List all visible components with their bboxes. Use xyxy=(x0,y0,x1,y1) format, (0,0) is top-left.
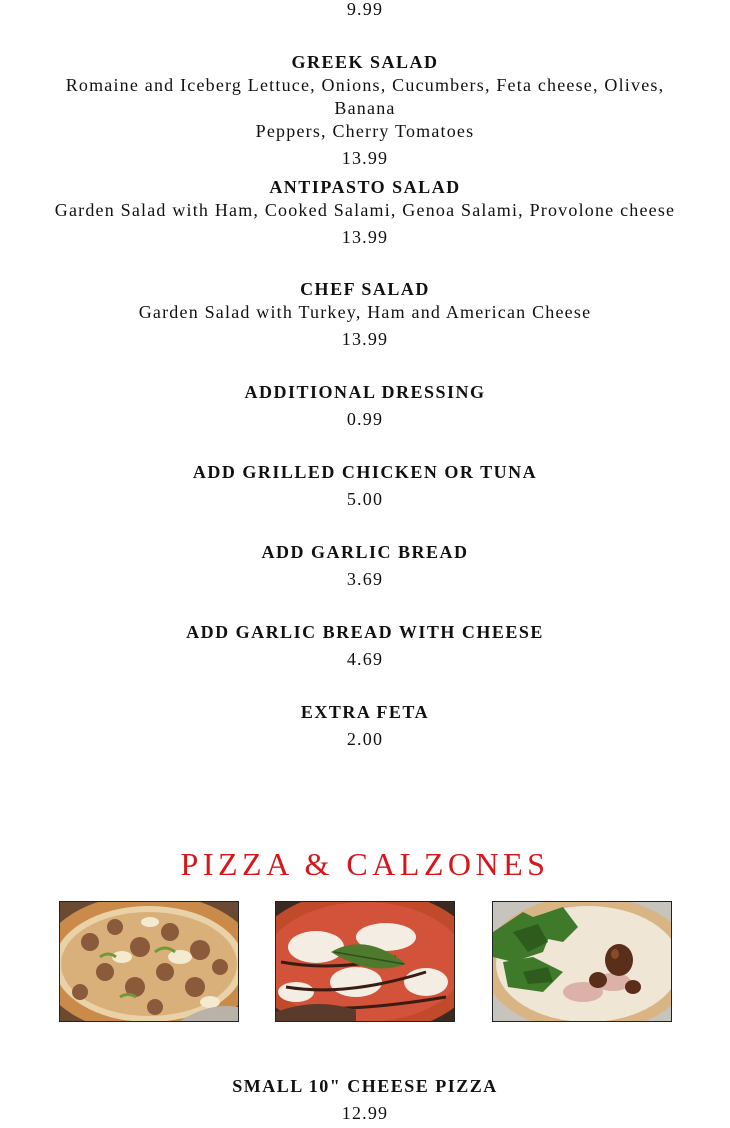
item-price: 4.69 xyxy=(346,649,384,669)
item-description xyxy=(0,74,730,143)
item-price: 3.69 xyxy=(346,569,384,589)
item-title: ANTIPASTO SALAD xyxy=(269,177,461,197)
item-price: 13.99 xyxy=(341,227,389,247)
arugula-pizza-photo[interactable] xyxy=(492,901,672,1022)
item-description: Garden Salad with Ham, Cooked Salami, Genoa Salami, Provolone cheese xyxy=(54,200,676,220)
menu-item-antipasto-salad xyxy=(0,176,730,249)
sausage-pizza-photo[interactable] xyxy=(59,901,239,1022)
item-title: ADD GARLIC BREAD WITH CHEESE xyxy=(186,622,544,642)
item-title: ADD GRILLED CHICKEN OR TUNA xyxy=(192,462,538,482)
section-title-pizza-calzones: PIZZA & CALZONES xyxy=(180,846,550,882)
item-description-line: Peppers, Cherry Tomatoes xyxy=(255,121,475,141)
item-title: GREEK SALAD xyxy=(291,52,439,72)
item-title: ADD GARLIC BREAD xyxy=(261,542,469,562)
item-title: CHEF SALAD xyxy=(300,279,430,299)
sausage-pizza-photo-image xyxy=(60,902,238,1021)
arugula-pizza-photo-image xyxy=(493,902,671,1021)
menu-item-extra-feta xyxy=(0,701,730,751)
item-price: 9.99 xyxy=(346,0,384,19)
menu-item-greek-salad xyxy=(0,51,730,170)
margherita-pizza-photo[interactable] xyxy=(275,901,455,1022)
item-title: EXTRA FETA xyxy=(300,702,430,722)
menu-item-additional-dressing xyxy=(0,381,730,431)
item-price: 12.99 xyxy=(341,1103,389,1123)
item-price: 13.99 xyxy=(341,148,389,168)
item-title: SMALL 10" CHEESE PIZZA xyxy=(232,1076,498,1096)
item-price: 2.00 xyxy=(346,729,384,749)
menu-item-add-garlic-bread xyxy=(0,541,730,591)
item-description: Garden Salad with Turkey, Ham and American Cheese xyxy=(138,302,592,322)
menu-item-chef-salad xyxy=(0,278,730,351)
item-price: 13.99 xyxy=(341,329,389,349)
item-description-line: Romaine and Iceberg Lettuce, Onions, Cucumbers, Feta cheese, Olives, Banana xyxy=(65,75,665,118)
item-price: 0.99 xyxy=(346,409,384,429)
margherita-pizza-photo-image xyxy=(276,902,454,1021)
item-price: 5.00 xyxy=(346,489,384,509)
item-title: ADDITIONAL DRESSING xyxy=(244,382,486,402)
menu-item-add-garlic-bread-cheese xyxy=(0,621,730,671)
menu-item-small-cheese-pizza xyxy=(0,1075,730,1125)
menu-item-previous xyxy=(0,0,730,21)
menu-item-add-grilled-chicken xyxy=(0,461,730,511)
